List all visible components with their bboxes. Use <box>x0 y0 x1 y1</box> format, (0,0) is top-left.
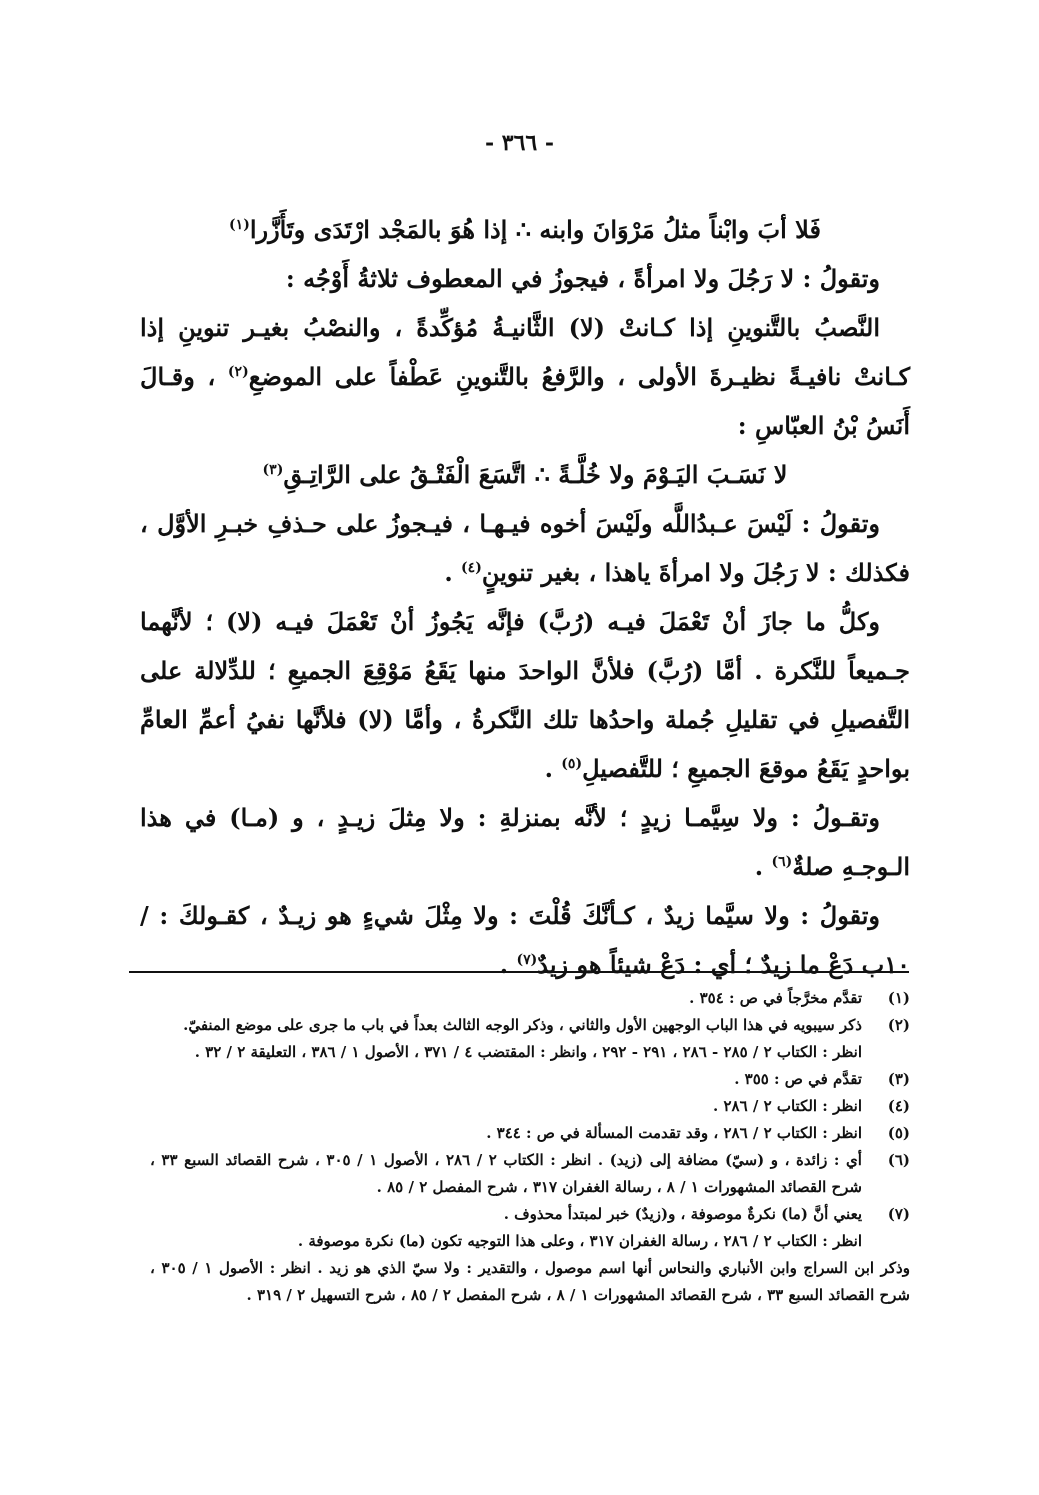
footnote-4 <box>150 1093 910 1120</box>
paragraph-1: وتقولُ : لا رَجُلَ ولا امرأةً ، فيجوزُ في المعطوف ثلاثةُ أَوْجُه : <box>285 264 880 293</box>
footnotes-section <box>150 985 910 1309</box>
footnote-ref[interactable]: (٦) <box>771 854 793 870</box>
footnote-number: (٦) <box>887 1151 910 1169</box>
page-number: - ٣٦٦ - <box>484 130 555 156</box>
footnote-ref[interactable]: (٢) <box>227 364 249 380</box>
paragraph-text: وتقولُ : ولا سيَّما زيدٌ ، كـأنَّكَ قُلْتَ : ولا مِثْلَ شيءٍ هو زيـدٌ ، كقـولكَ : / ١٠ب دَعْ ما زيدٌ ؛ أي : دَعْ شيئاً هو زيدٌ <box>140 901 910 979</box>
footnote-ref[interactable]: (٤) <box>461 560 482 576</box>
paragraph-5 <box>140 793 910 891</box>
footnote-6 <box>150 1147 910 1201</box>
paragraph-text: النَّصبُ بالتَّنوينِ إذا كـانتْ (لا) الثَّانيـةُ مُؤكِّدةً ، والنصْبُ بغيـر تنوينِ إذا كـانتْ نافيـةً نظيـرةَ الأولى ، والرَّفعُ بالتَّنوينِ عَطْفاً على الموضعِ <box>140 313 910 391</box>
paragraph-tail: . <box>754 852 764 881</box>
footnote-text: يعني أنَّ (ما) نكرةٌ موصوفة ، و(زيدٌ) خبر لمبتدأ محذوف . <box>503 1205 862 1223</box>
footnote-divider <box>129 971 909 973</box>
footnote-2-continuation: انظر : الكتاب ٢ / ٢٨٥ - ٢٨٦ ، ٢٩١ - ٢٩٢ ، وانظر : المقتضب ٤ / ٣٧١ ، الأصول ١ / ٣٨٦ ، التعليقة ٢ / ٣٢ . <box>194 1043 862 1061</box>
footnote-7 <box>150 1201 910 1228</box>
paragraph-tail: . <box>499 950 509 979</box>
footnote-text: ذكر سيبويه في هذا الباب الوجهين الأول والثاني ، وذكر الوجه الثالث بعداً في باب ما جرى على موضع المنفيّ. <box>183 1016 862 1034</box>
paragraph-text: وتقـولُ : ولا سِيَّمـا زيدٍ ؛ لأنَّه بمنزلةِ : ولا مِثلَ زيـدٍ ، و (مـا) في هذا الـوجـهِ صلةٌ <box>140 803 910 881</box>
footnote-7-continuation-2: وذكر ابن السراج وابن الأنباري والنحاس أنها اسم موصول ، والتقدير : ولا سيّ الذي هو زيد . انظر : الأصول ١ / ٣٠٥ ، شرح القصائد السبع ٣٣ ، شرح القصائد المشهورات ١ / ٨ ، شرح المفصل ٢ / ٨٥ ، شرح التسهيل ٢ / ٣١٩ . <box>150 1259 910 1304</box>
verse-text: فَلا أبَ وابْناً مثلُ مَرْوَانَ وابنه ∴ إذا هُوَ بالمَجْد ارْتَدَى وتَأَزَّرا <box>249 215 821 244</box>
paragraph-2 <box>140 303 910 450</box>
footnote-text: أي : زائدة ، و (سيّ) مضافة إلى (زيد) . انظر : الكتاب ٢ / ٢٨٦ ، الأصول ١ / ٣٠٥ ، شرح القصائد السبع ٣٣ ، شرح القصائد المشهورات ١ / ٨ ، رسالة الغفران ٣١٧ ، شرح المفصل ٢ / ٨٥ . <box>150 1151 862 1196</box>
footnote-ref[interactable]: (٧) <box>516 952 538 968</box>
paragraph-tail: ، وقـالَ أَنَسُ بْنُ العبّاسِ : <box>140 362 910 440</box>
footnote-number: (١) <box>887 989 910 1007</box>
paragraph-tail: . <box>444 558 453 587</box>
footnote-5 <box>150 1120 910 1147</box>
footnote-text: تقدَّم مخرَّجاً في ص : ٣٥٤ . <box>689 989 862 1007</box>
verse-text: لا نَسَـبَ اليَـوْمَ ولا خُلَّـةً ∴ اتَّسَعَ الْفَتْـقُ على الرَّاتِـقِ <box>283 460 788 489</box>
footnote-number: (٧) <box>887 1205 910 1223</box>
footnote-ref[interactable]: (٣) <box>262 462 284 478</box>
footnote-number: (٤) <box>887 1097 910 1115</box>
paragraph-6 <box>140 891 910 989</box>
poetry-verse-2 <box>140 450 910 499</box>
paragraph-3 <box>140 499 910 597</box>
main-text <box>140 205 910 989</box>
footnote-number: (٢) <box>887 1016 910 1034</box>
footnote-ref[interactable]: (٥) <box>561 756 583 772</box>
footnote-text: انظر : الكتاب ٢ / ٢٨٦ . <box>713 1097 862 1115</box>
paragraph-text: وكلُّ ما جازَ أنْ تَعْمَلَ فيـه (رُبَّ) فإنَّه يَجُوزُ أنْ تَعْمَلَ فيـه (لا) ؛ لأنَّهما جـميعاً للنَّكرة . أمَّا (رُبَّ) فلأنَّ الواحدَ منها يَقَعُ مَوْقِعَ الجميعِ ؛ للدِّلالة على التَّفصيلِ في تقليلِ جُملة واحدُها تلك النَّكرةُ ، وأمَّا (لا) فلأنَّها نفيُ أعمِّ العامِّ بواحدٍ يَقَعُ موقعَ الجميعِ ؛ للتَّفصيلِ <box>140 607 910 783</box>
footnote-text: تقدَّم في ص : ٣٥٥ . <box>734 1070 862 1088</box>
footnote-3 <box>150 1066 910 1093</box>
footnote-number: (٣) <box>887 1070 910 1088</box>
footnote-7-continuation: انظر : الكتاب ٢ / ٢٨٦ ، رسالة الغفران ٣١٧ ، وعلى هذا التوجيه تكون (ما) نكرة موصوفة . <box>297 1232 862 1250</box>
paragraph-text: وتقولُ : لَيْسَ عـبدُاللَّه ولَيْسَ أخوه فيـهـا ، فيـجوزُ على حـذفِ خبـرِ الأوَّل ، فكذلك : لا رَجُلَ ولا امرأةَ ياهذا ، بغير تنوينٍ <box>140 509 910 587</box>
footnote-2 <box>150 1012 910 1039</box>
poetry-verse-1 <box>140 205 910 254</box>
paragraph-4 <box>140 597 910 793</box>
footnote-ref[interactable]: (١) <box>229 217 250 233</box>
footnote-number: (٥) <box>887 1124 910 1142</box>
paragraph-tail: . <box>544 754 553 783</box>
footnote-1 <box>150 985 910 1012</box>
footnote-text: انظر : الكتاب ٢ / ٢٨٦ ، وقد تقدمت المسألة في ص : ٣٤٤ . <box>486 1124 862 1142</box>
